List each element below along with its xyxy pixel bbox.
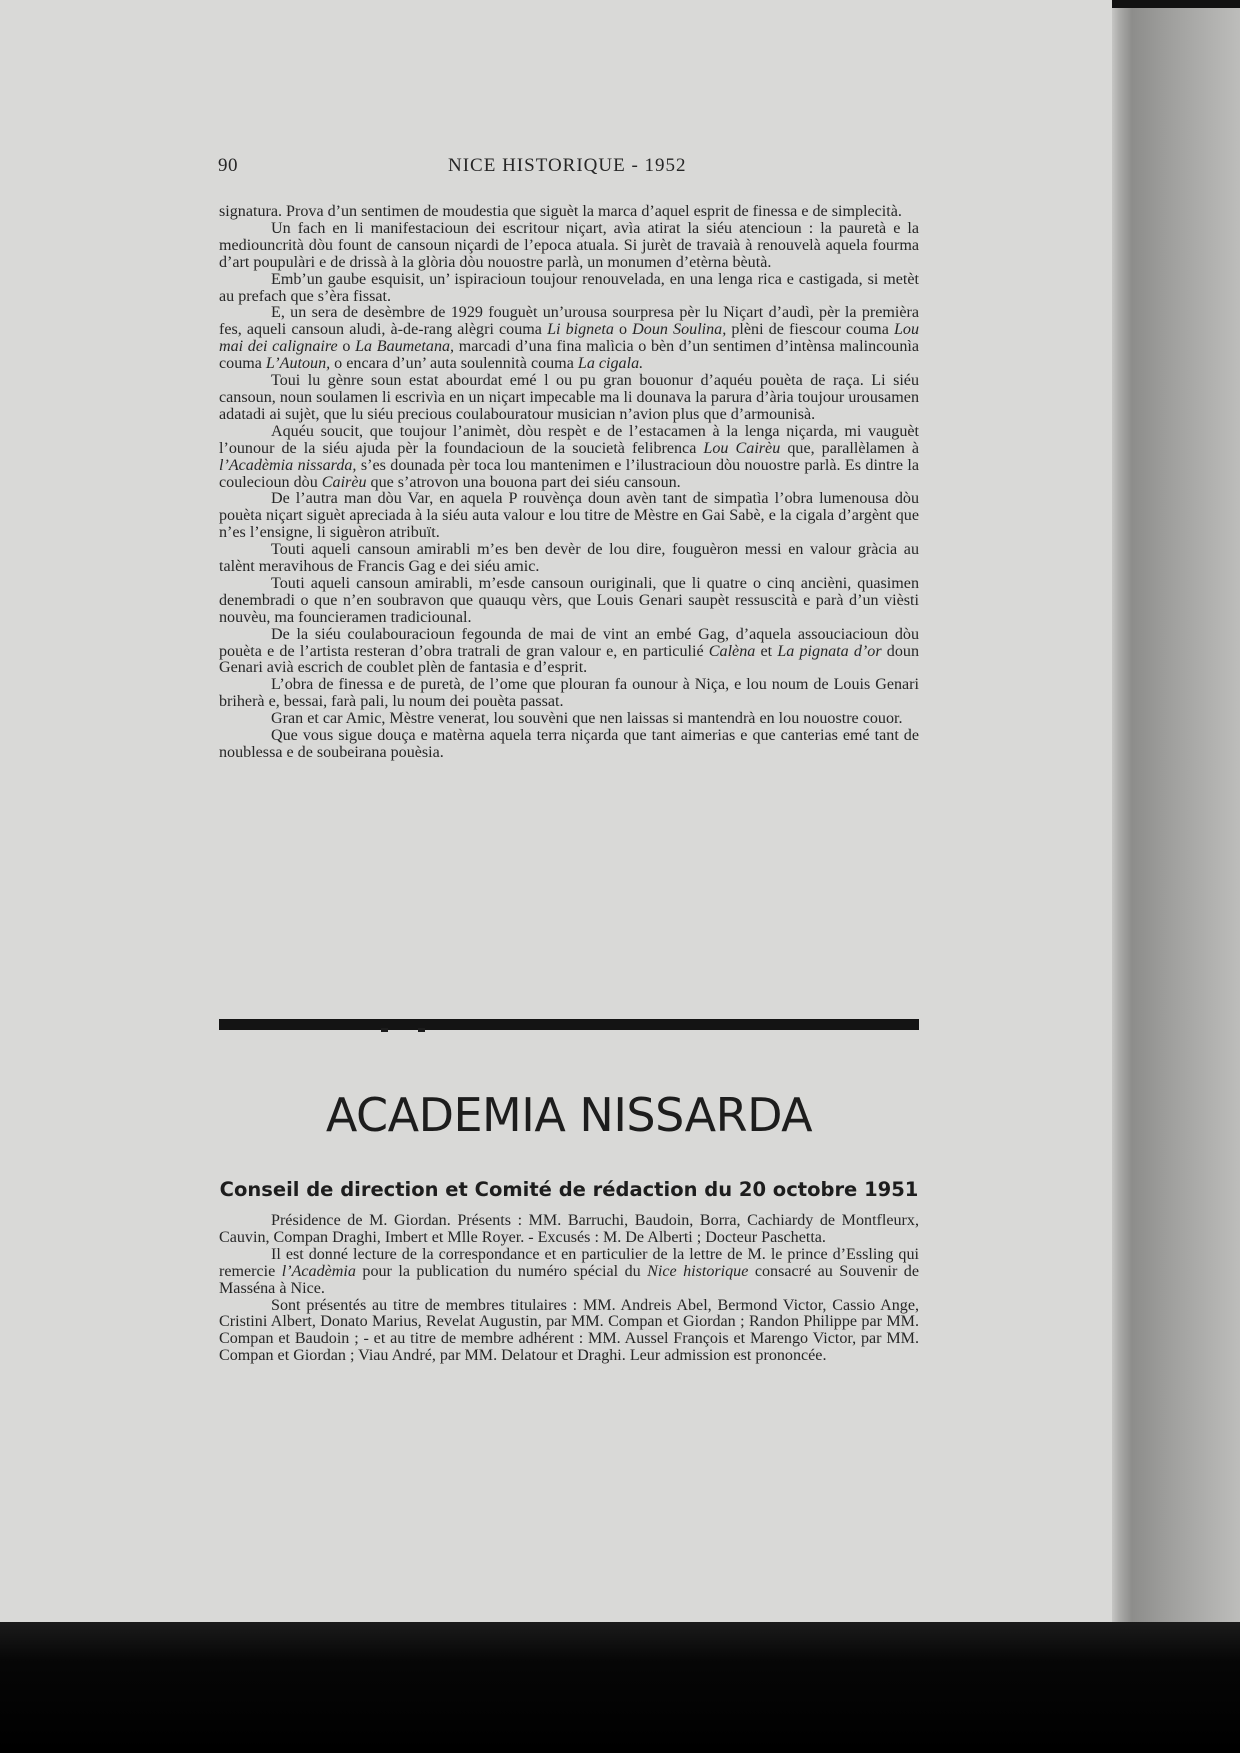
- text-run: et: [755, 642, 778, 660]
- paragraph: L’obra de finessa e de puretà, de l’ome que plouran fa ounour à Niça, e lou noum de Louis Genari briherà e, bessai, farà pali, lu noum dei pouèta passat.: [219, 676, 919, 711]
- paragraph: Toui lu gènre soun estat abourdat emé l ou pu gran bouonur d’aquéu pouèta de raça. Li siéu cansoun, noun soulamen li escrivìa en un niçart impecable ma li dounava la parura d’ària toujour urousamen adatadi ai sujèt, que lu siéu precious coulabouratour musician n’avion plus que d’armounisà.: [219, 372, 919, 423]
- paragraph: [219, 1247, 919, 1298]
- scan-border-top-right: [1112, 0, 1240, 8]
- paragraph: Touti aqueli cansoun amirabli, m’esde cansoun ouriginali, que li quatre o cinq ancièni, quasimen denembradi o que n’en soubravon que quauqu vèrs, que Louis Genari saupèt ressuscità e parà d’un vièsti nouvèu, ma founcieramen tradiciounal.: [219, 574, 919, 626]
- work-title: La pignata d’or: [777, 642, 882, 660]
- text-run: E, un sera de desèmbre de 1929 fouguèt un’urousa sourpresa pèr lu Niçart d’audì, pèr la premièra fes, aqueli cansoun aludi, à-de-rang alègri couma: [219, 304, 919, 339]
- text-run: marcadi d’una fina malìcia o bèn d’un sentimen d’intènsa malincounìa couma: [219, 338, 920, 373]
- text-run: Il est donné lecture de la correspondance et en particulier de la lettre de M. le prince d’Essling qui remercie: [219, 1245, 919, 1280]
- section-divider: [219, 1019, 919, 1030]
- minutes-body: [219, 1213, 919, 1365]
- paragraph: [219, 424, 919, 492]
- text-run: s’es dounada pèr toca lou mantenimen e l’ilustracioun dòu nouostre parlà. Es dintre la coulecioun dòu: [219, 456, 919, 491]
- text-run: o: [613, 321, 633, 339]
- song-title: Lou mai dei calignaire: [219, 321, 919, 356]
- song-title: La cigala.: [577, 355, 644, 373]
- page-number: 90: [218, 155, 238, 176]
- text-run: o: [337, 338, 356, 356]
- society-name: Lou Cairèu: [703, 439, 781, 457]
- paragraph: Gran et car Amic, Mèstre venerat, lou souvèni que nen laissas si mantendrà en lou nouostre couor.: [271, 710, 903, 728]
- scanned-page-edge: [1112, 0, 1240, 1622]
- paragraph: Que vous sigue douça e matèrna aquela terra niçarda que tant aimerias e que canterias emé tant de noublessa e de soubeirana pouèsia.: [219, 727, 919, 761]
- paragraph: [219, 305, 919, 373]
- running-title: NICE HISTORIQUE - 1952: [448, 155, 687, 176]
- text-run: que s’atrovon una bouona part dei siéu cansoun.: [366, 473, 681, 491]
- text-run: De la siéu coulabouracioun fegounda de mai de vint an embé Gag, d’aquela assouciacioun dòu pouèta e de l’artista resteran d’obra tratrali de gran valour e, en particulié: [219, 625, 919, 660]
- paragraph: signatura. Prova d’un sentimen de moudestia que siguèt la marca d’aquel esprit de finessa e de simplecità.: [219, 203, 902, 220]
- section-subtitle: Conseil de direction et Comité de rédaction du 20 octobre 1951: [219, 1178, 919, 1201]
- text-run: Aquéu soucit, que toujour l’animèt, dòu respèt e de l’estacamen à la lenga niçarda, mi vauguèt l’ounour de la siéu ajuda pèr la foundacioun de la soucietà felibrenca: [219, 422, 919, 457]
- paragraph: Touti aqueli cansoun amirabli m’es ben devèr de lou dire, fouguèron messi en valour gràcia au talènt meravihous de Francis Gag e dei siéu amic.: [219, 541, 919, 576]
- paragraph: Un fach en li manifestacioun dei escritour niçart, avìa atirat la siéu atencioun : la pauretà e la mediouncrità dòu fount de cansoun niçardi de l’epoca atuala. Si jurèt de travaià à renouvelà aquela fourma d’art poupulàri e de drissà à la glòria dòu nouostre parlà, un monumen d’etèrna bèutà.: [219, 219, 919, 271]
- society-name: l’Acadèmia nissarda,: [219, 456, 357, 474]
- page-header: [218, 155, 918, 183]
- divider-mark: [381, 1028, 388, 1032]
- song-title: Doun Soulina,: [632, 321, 727, 339]
- song-title: Li bigneta: [547, 321, 614, 339]
- paragraph: De l’autra man dòu Var, en aquela P rouvènça doun avèn tant de simpatìa l’obra lumenousa dòu pouèta niçart siguèt apreciada à la siéu auta valour e lou titre de Mèstre en Gai Sabè, e la cigala d’argènt que n’es l’ensigne, li siguèron atribuït.: [219, 490, 919, 542]
- text-run: doun Genari avià escrich de coublet plèn de fantasia e d’esprit.: [219, 642, 919, 677]
- text-run: pour la publication du numéro spécial du: [355, 1262, 648, 1280]
- section-title: ACADEMIA NISSARDA: [325, 1088, 813, 1142]
- paragraph: Présidence de M. Giordan. Présents : MM. Barruchi, Baudoin, Borra, Cachiardy de Montfleurx, Cauvin, Compan Draghi, Imbert et Mlle Royer. - Excusés : M. De Alberti ; Docteur Paschetta.: [219, 1212, 919, 1246]
- text-run: plèni de fiescour couma: [726, 321, 894, 339]
- song-title: La Baumetana,: [355, 338, 455, 356]
- text-run: que, parallèlamen à: [780, 439, 920, 457]
- publication-name: Nice historique: [647, 1262, 749, 1280]
- paragraph: Emb’un gaube esquisit, un’ ispiracioun toujour renouvelada, en una lenga rica e castigada, si metèt au prefach que s’èra fissat.: [219, 270, 919, 305]
- paragraph: [219, 627, 919, 678]
- song-title: L’Autoun,: [265, 355, 331, 373]
- institution-name: l’Acadèmia: [281, 1262, 356, 1280]
- paragraph: Sont présentés au titre de membres titulaires : MM. Andreis Abel, Bermond Victor, Cassio Ange, Cristini Albert, Donato Marius, Revelat Augustin, par MM. Compan et Giordan ; Randon Philippe par MM. Compan et Baudoin ; - et au titre de membre adhérent : MM. Aussel François et Marengo Victor, par MM. Compan et Giordan ; Viau André, par MM. Delatour et Draghi. Leur admission est prononcée.: [219, 1296, 919, 1365]
- society-name: Cairèu: [321, 473, 367, 491]
- text-run: o encara d’un’ auta soulennità couma: [330, 355, 578, 373]
- article-body: [219, 204, 919, 762]
- text-run: consacré au Souvenir de Masséna à Nice.: [219, 1262, 920, 1297]
- divider-mark: [418, 1028, 425, 1032]
- work-title: Calèna: [708, 642, 756, 660]
- scan-border-bottom: [0, 1622, 1240, 1753]
